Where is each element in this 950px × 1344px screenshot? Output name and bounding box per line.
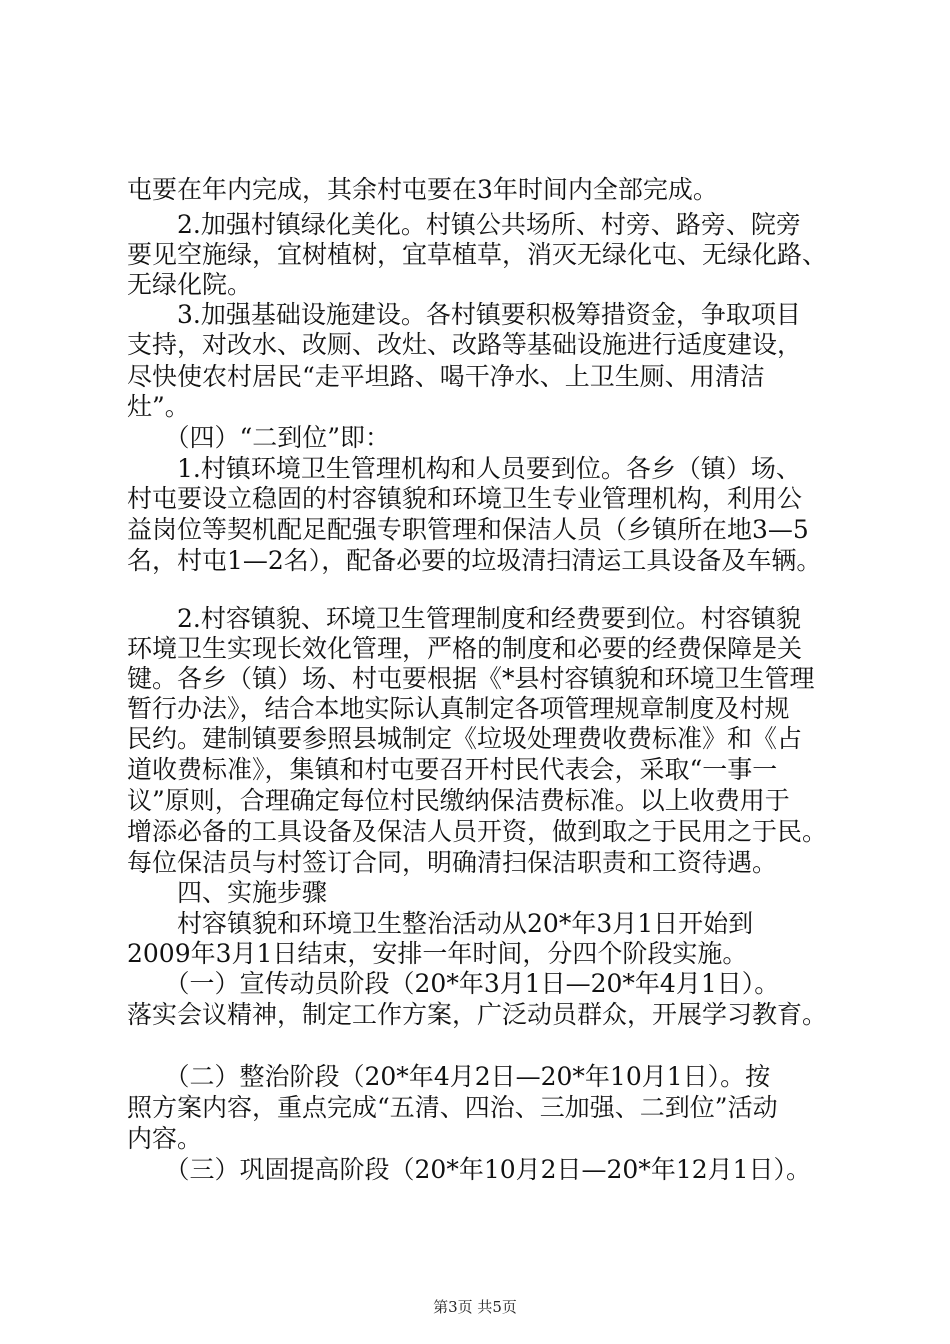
body-line: （三）巩固提高阶段（20*年10月2日—20*年12月1日）。 — [127, 1155, 812, 1184]
body-line: 3.加强基础设施建设。各村镇要积极筹措资金，争取项目 — [127, 300, 801, 329]
body-line: 每位保洁员与村签订合同，明确清扫保洁职责和工资待遇。 — [127, 848, 778, 877]
body-line: 环境卫生实现长效化管理，严格的制度和必要的经费保障是关 — [127, 634, 803, 663]
body-line: 落实会议精神，制定工作方案，广泛动员群众，开展学习教育。 — [127, 1000, 828, 1029]
body-line: （一）宣传动员阶段（20*年3月1日—20*年4月1日）。 — [127, 969, 780, 998]
body-line: 要见空施绿，宜树植树，宜草植草，消灭无绿化屯、无绿化路、 — [127, 240, 828, 269]
body-line: 照方案内容，重点完成“五清、四治、三加强、二到位”活动 — [127, 1093, 778, 1122]
body-line: （二）整治阶段（20*年4月2日—20*年10月1日）。按 — [127, 1062, 771, 1091]
body-line: 益岗位等契机配足配强专职管理和保洁人员（乡镇所在地3—5 — [127, 515, 809, 544]
body-line: 内容。 — [127, 1124, 203, 1153]
body-line: 村屯要设立稳固的村容镇貌和环境卫生专业管理机构，利用公 — [127, 484, 803, 513]
body-line: 2009年3月1日结束，安排一年时间，分四个阶段实施。 — [127, 939, 748, 968]
page-number-footer: 第3页 共5页 — [433, 1298, 517, 1316]
body-line: 民约。建制镇要参照县城制定《垃圾处理费收费标准》和《占 — [127, 724, 803, 753]
body-line: 议”原则，合理确定每位村民缴纳保洁费标准。以上收费用于 — [127, 786, 790, 815]
body-line: 尽快使农村居民“走平坦路、喝干净水、上卫生厕、用清洁 — [127, 362, 765, 391]
body-line: 2.村容镇貌、环境卫生管理制度和经费要到位。村容镇貌 — [127, 604, 801, 633]
body-line: 支持，对改水、改厕、改灶、改路等基础设施进行适度建设， — [127, 330, 803, 359]
body-line: 键。各乡（镇）场、村屯要根据《*县村容镇貌和环境卫生管理 — [127, 664, 815, 693]
body-line: 灶”。 — [127, 392, 190, 421]
body-line: 道收费标准》，集镇和村屯要召开村民代表会，采取“一事一 — [127, 755, 778, 784]
body-line: 村容镇貌和环境卫生整治活动从20*年3月1日开始到 — [127, 909, 754, 938]
section-heading: （四）“二到位”即： — [127, 423, 391, 452]
body-line: 无绿化院。 — [127, 270, 253, 299]
body-line: 1.村镇环境卫生管理机构和人员要到位。各乡（镇）场、 — [127, 454, 801, 483]
body-line: 暂行办法》，结合本地实际认真制定各项管理规章制度及村规 — [127, 694, 790, 723]
body-line: 2.加强村镇绿化美化。村镇公共场所、村旁、路旁、院旁 — [127, 210, 801, 239]
body-line: 增添必备的工具设备及保洁人员开资，做到取之于民用之于民。 — [127, 817, 828, 846]
body-line: 名，村屯1—2名），配备必要的垃圾清扫清运工具设备及车辆。 — [127, 546, 822, 575]
section-heading: 四、实施步骤 — [127, 878, 328, 907]
body-line: 屯要在年内完成，其余村屯要在3年时间内全部完成。 — [127, 175, 718, 204]
